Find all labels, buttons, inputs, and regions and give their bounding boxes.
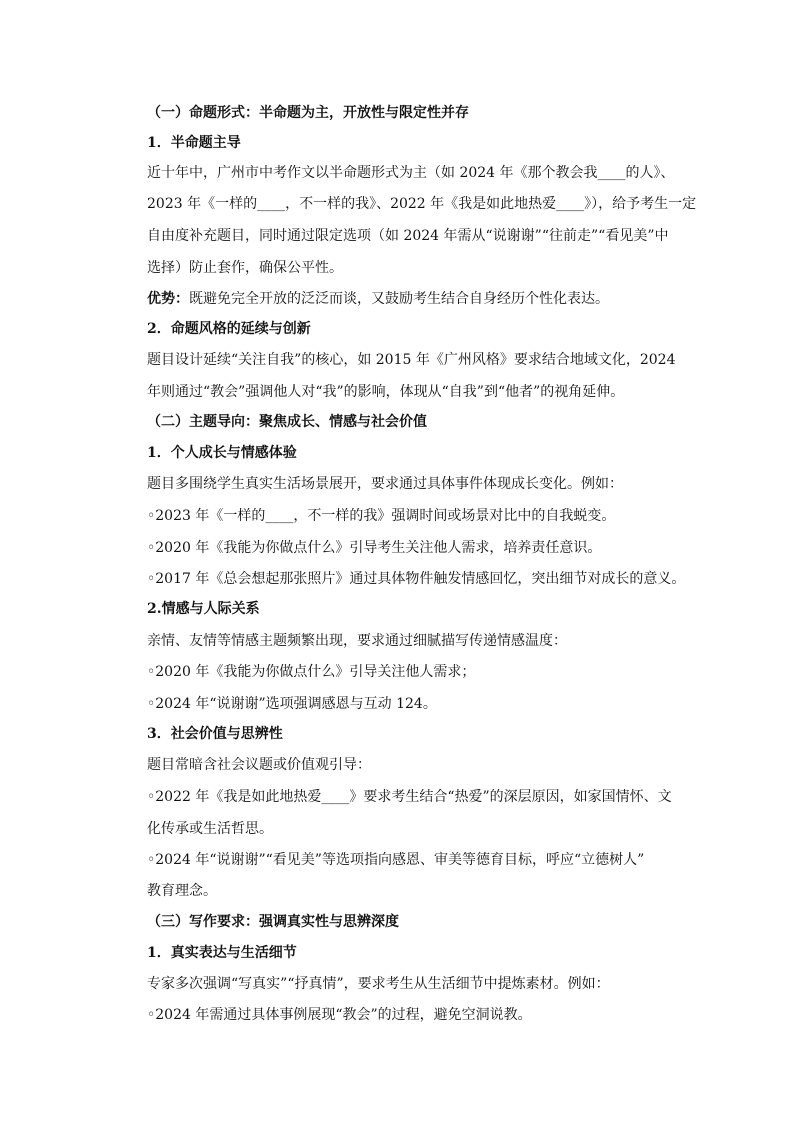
paragraph-line: 题目设计延续“关注自我”的核心，如 2015 年《广州风格》要求结合地域文化，2024 [147,352,676,368]
list-item: ◦2017 年《总会想起那张照片》通过具体物件触发情感回忆，突出细节对成长的意义。 [147,571,686,587]
paragraph-line: 选择）防止套作，确保公平性。 [147,260,343,276]
paragraph-line: 近十年中，广州市中考作文以半命题形式为主（如 2024 年《那个教会我____的人》、 [147,165,675,181]
subsection-title-real: 1．真实表达与生活细节 [147,945,297,961]
subsection-title-style: 2．命题风格的延续与创新 [147,321,311,337]
paragraph-line: 专家多次强调“写真实”“抒真情”，要求考生从生活细节中提炼素材。例如： [147,976,610,992]
list-item: ◦2020 年《我能为你做点什么》引导关注他人需求； [147,664,476,680]
subsection-title-growth: 1．个人成长与情感体验 [147,445,297,461]
section2-heading: （二）主题导向：聚焦成长、情感与社会价值 [147,414,427,430]
list-item-continued: 教育理念。 [147,883,217,899]
subsection-title-half-title: 1．半命题主导 [147,135,241,151]
advantage-label: 优势： [147,291,189,307]
list-item-continued: 化传承或生活哲思。 [147,821,273,837]
paragraph-line: 题目多围绕学生真实生活场景展开，要求通过具体事件体现成长变化。例如： [147,476,623,492]
paragraph-line: 年则通过“教会”强调他人对“我”的影响，体现从“自我”到“他者”的视角延伸。 [147,384,625,400]
list-item: ◦2023 年《一样的____，不一样的我》强调时间或场景对比中的自我蜕变。 [147,508,616,524]
list-item: ◦2020 年《我能为你做点什么》引导考生关注他人需求，培养责任意识。 [147,540,602,556]
section3-heading: （三）写作要求：强调真实性与思辨深度 [147,914,399,930]
list-item: ◦2022 年《我是如此地热爱____》要求考生结合“热爱”的深层原因，如家国情怀、文 [147,789,672,805]
advantage-paragraph [0,290,794,308]
subsection-title-relations: 2.情感与人际关系 [147,601,260,617]
list-item: ◦2024 年“说谢谢”选项强调感恩与互动 124。 [147,696,437,712]
advantage-text: 既避免完全开放的泛泛而谈，又鼓励考生结合自身经历个性化表达。 [189,291,609,307]
paragraph-line: 2023 年《一样的____，不一样的我》、2022 年《我是如此地热爱____》），给予考生一定 [147,196,697,212]
list-item: ◦2024 年“说谢谢”“看见美”等选项指向感恩、审美等德育目标，呼应“立德树人” [147,852,645,868]
subsection-title-social: 3．社会价值与思辨性 [147,726,283,742]
list-item: ◦2024 年需通过具体事例展现“教会”的过程，避免空洞说教。 [147,1007,532,1023]
paragraph-line: 亲情、友情等情感主题频繁出现，要求通过细腻描写传递情感温度： [147,633,567,649]
paragraph-line: 自由度补充题目，同时通过限定选项（如 2024 年需从“说谢谢”“往前走”“看见美”中 [147,228,669,244]
paragraph-line: 题目常暗含社会议题或价值观引导： [147,757,371,773]
section1-heading: （一）命题形式：半命题为主，开放性与限定性并存 [147,105,469,121]
